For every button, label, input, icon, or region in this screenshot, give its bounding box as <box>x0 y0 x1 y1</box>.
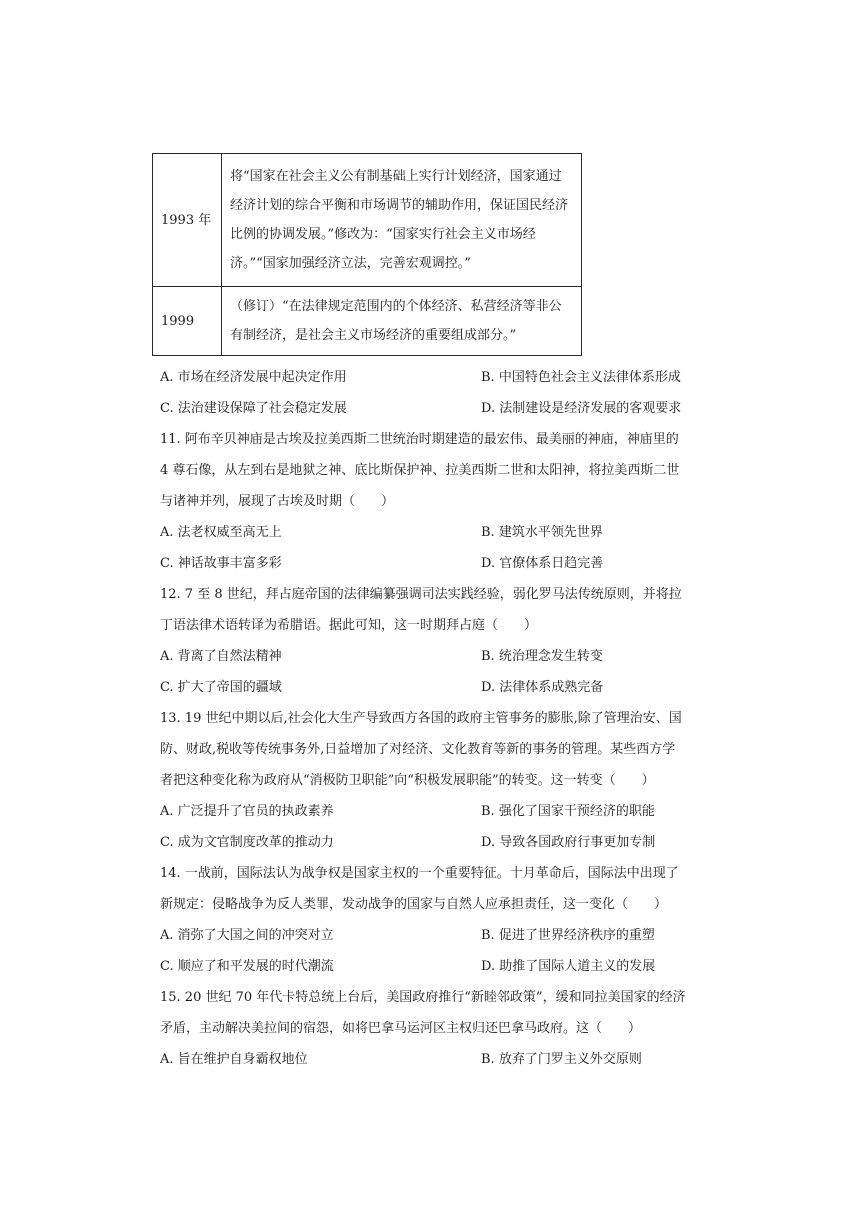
q11-stem-line: 11. 阿布辛贝神庙是古埃及拉美西斯二世统治时期建造的最宏伟、最美丽的神庙，神庙里的 <box>160 432 679 447</box>
q12-option-a: A. 背离了自然法精神 <box>160 649 282 664</box>
q13-option-a: A. 广泛提升了官员的执政素养 <box>160 804 334 819</box>
q12-option-d: D. 法律体系成熟完备 <box>481 680 604 695</box>
q12-stem-line: 丁语法律术语转译为希腊语。据此可知，这一时期拜占庭（ ） <box>160 618 538 633</box>
q14-stem-line: 14. 一战前，国际法认为战争权是国家主权的一个重要特征。十月革命后，国际法中出现了 <box>160 866 679 881</box>
table-row <box>153 154 582 287</box>
q10-option-d: D. 法制建设是经济发展的客观要求 <box>481 401 682 416</box>
table-year-cell: 1993 年 <box>153 154 222 287</box>
q15-option-b: B. 放弃了门罗主义外交原则 <box>481 1052 642 1067</box>
q13-option-b: B. 强化了国家干预经济的职能 <box>481 804 655 819</box>
q11-option-b: B. 建筑水平领先世界 <box>481 525 603 540</box>
q14-option-a: A. 消弥了大国之间的冲突对立 <box>160 928 334 943</box>
q13-stem-line: 13. 19 世纪中期以后,社会化大生产导致西方各国的政府主管事务的膨胀,除了管理治安、国 <box>160 711 682 726</box>
q11-stem-line: 与诸神并列，展现了古埃及时期（ ） <box>160 494 395 509</box>
q15-option-a: A. 旨在维护自身霸权地位 <box>160 1052 308 1067</box>
q12-option-b: B. 统治理念发生转变 <box>481 649 603 664</box>
q14-option-b: B. 促进了世界经济秩序的重塑 <box>481 928 655 943</box>
q13-option-d: D. 导致各国政府行事更加专制 <box>481 835 656 850</box>
q15-stem-line: 15. 20 世纪 70 年代卡特总统上台后，美国政府推行“新睦邻政策”，缓和同拉美国家的经济 <box>160 990 686 1005</box>
table-text-cell: （修订）“在法律规定范围内的个体经济、私营经济等非公有制经济，是社会主义市场经济的重要组成部分。” <box>222 287 582 356</box>
q13-option-c: C. 成为文官制度改革的推动力 <box>160 835 334 850</box>
q12-option-c: C. 扩大了帝国的疆域 <box>160 680 282 695</box>
q14-option-d: D. 助推了国际人道主义的发展 <box>481 959 656 974</box>
table-row <box>153 287 582 356</box>
q10-option-a: A. 市场在经济发展中起决定作用 <box>160 370 347 385</box>
q11-option-a: A. 法老权威至高无上 <box>160 525 282 540</box>
table-text-cell: 将“国家在社会主义公有制基础上实行计划经济，国家通过经济计划的综合平衡和市场调节的辅助作用，保证国民经济比例的协调发展。”修改为：“国家实行社会主义市场经济。”“国家加强经济立法，完善宏观调控。” <box>222 154 582 287</box>
q11-stem-line: 4 尊石像，从左到右是地狱之神、底比斯保护神、拉美西斯二世和太阳神，将拉美西斯二世 <box>160 463 680 478</box>
q14-stem-line: 新规定：侵略战争为反人类罪，发动战争的国家与自然人应承担责任，这一变化（ ） <box>160 897 668 912</box>
q11-option-d: D. 官僚体系日趋完善 <box>481 556 604 571</box>
q10-option-c: C. 法治建设保障了社会稳定发展 <box>160 401 347 416</box>
q14-option-c: C. 顺应了和平发展的时代潮流 <box>160 959 334 974</box>
table-year-cell: 1999 <box>153 287 222 356</box>
q13-stem-line: 者把这种变化称为政府从“消极防卫职能”向“积极发展职能”的转变。这一转变（ ） <box>160 773 655 788</box>
q12-stem-line: 12. 7 至 8 世纪，拜占庭帝国的法律编纂强调司法实践经验，弱化罗马法传统原则，并将拉 <box>160 587 682 602</box>
q10-option-b: B. 中国特色社会主义法律体系形成 <box>481 370 681 385</box>
law-revision-table <box>152 153 582 356</box>
q11-option-c: C. 神话故事丰富多彩 <box>160 556 282 571</box>
q15-stem-line: 矛盾，主动解决美拉间的宿怨，如将巴拿马运河区主权归还巴拿马政府。这（ ） <box>160 1021 642 1036</box>
q13-stem-line: 防、财政,税收等传统事务外,日益增加了对经济、文化教育等新的事务的管理。某些西方学 <box>160 742 676 757</box>
